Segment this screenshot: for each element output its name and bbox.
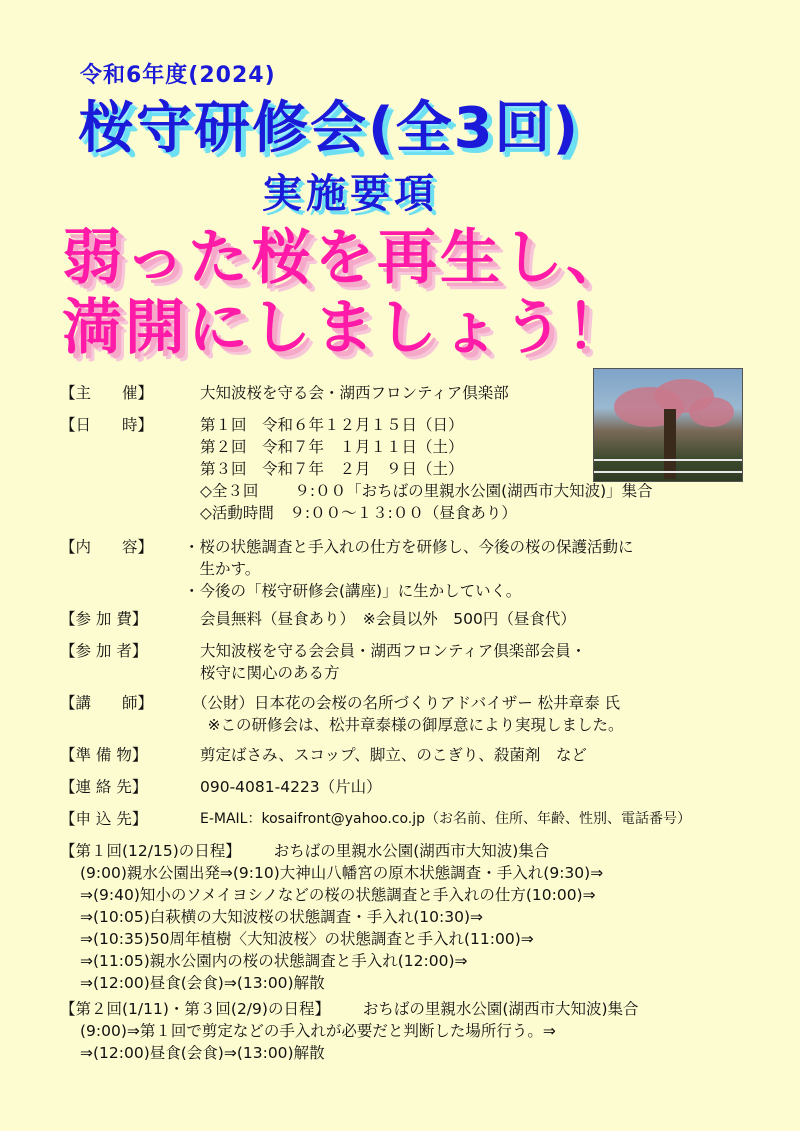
year-label: 令和6年度(2024) (80, 63, 276, 88)
date-line: 第１回 令和６年１２月１５日（日） (200, 416, 464, 434)
schedule-1-line: ⇒(10:05)白萩横の大知波桜の状態調査・手入れ(10:30)⇒ (80, 908, 484, 926)
date-line: ◇全３回 ９:００「おちばの里親水公園(湖西市大知波)」集合 (200, 482, 653, 500)
participants-line: 桜守に関心のある方 (200, 664, 340, 682)
schedule-1 (60, 840, 603, 994)
schedule-2-line: (9:00)⇒第１回で剪定などの手入れが必要だと判断した場所行う。⇒ (80, 1022, 556, 1040)
contact-value: 090-4081-4223（片山） (200, 778, 382, 796)
schedule-1-line: (9:00)親水公園出発⇒(9:10)大神山八幡宮の原木状態調査・手入れ(9:30)⇒ (80, 864, 604, 882)
content-line: ・桜の状態調査と手入れの仕方を研修し、今後の桜の保護活動に (184, 538, 634, 556)
schedule-1-line: ⇒(11:05)親水公園内の桜の状態調査と手入れ(12:00)⇒ (80, 952, 468, 970)
items-label: 【準 備 物】 (60, 746, 148, 764)
schedule-2-place: おちばの里親水公園(湖西市大知波)集合 (362, 1000, 639, 1018)
date-label: 【日 時】 (60, 416, 154, 434)
content-label: 【内 容】 (60, 538, 154, 556)
date-line: 第２回 令和７年 １月１１日（土） (200, 438, 464, 456)
organizer-value: 大知波桜を守る会・湖西フロンティア倶楽部 (200, 384, 509, 402)
slogan-line-2: 満開にしましょう！ (62, 293, 629, 363)
participants-line: 大知波桜を守る会会員・湖西フロンティア倶楽部会員・ (200, 642, 587, 660)
organizer-label: 【主 催】 (60, 384, 154, 402)
content-line: ・今後の「桜守研修会(講座)」に生かしていく。 (184, 582, 522, 600)
schedule-2-heading: 【第２回(1/11)・第３回(2/9)の日程】 (60, 1000, 330, 1018)
apply-label: 【申 込 先】 (60, 810, 148, 828)
fee-label: 【参 加 費】 (60, 610, 148, 628)
page-title: 桜守研修会(全3回) (78, 96, 581, 161)
fee-value: 会員無料（昼食あり） ※会員以外 500円（昼食代） (200, 610, 576, 628)
items-value: 剪定ばさみ、スコップ、脚立、のこぎり、殺菌剤 など (200, 746, 587, 764)
schedule-2 (60, 998, 639, 1064)
slogan-line-1: 弱った桜を再生し、 (62, 223, 629, 293)
schedule-1-line: ⇒(9:40)知小のソメイヨシノなどの桜の状態調査と手入れの仕方(10:00)⇒ (80, 886, 596, 904)
content-line: 生かす。 (184, 560, 261, 578)
lecturer-line: ※この研修会は、松井章泰様の御厚意により実現しました。 (192, 716, 624, 734)
schedule-1-line: ⇒(12:00)昼食(会食)⇒(13:00)解散 (80, 974, 325, 992)
contact-label: 【連 絡 先】 (60, 778, 148, 796)
schedule-1-place: おちばの里親水公園(湖西市大知波)集合 (273, 842, 550, 860)
date-line: 第３回 令和７年 ２月 ９日（土） (200, 460, 464, 478)
schedule-1-heading: 【第１回(12/15)の日程】 (60, 842, 241, 860)
lecturer-label: 【講 師】 (60, 694, 154, 712)
apply-value: E-MAIL：kosaifront@yahoo.co.jp（お名前、住所、年齢、性別、電話番号） (200, 811, 692, 827)
participants-label: 【参 加 者】 (60, 642, 148, 660)
lecturer-line: （公財）日本花の会桜の名所づくりアドバイザー 松井章泰 氏 (192, 694, 621, 712)
date-line: ◇活動時間 ９:００～１３:００（昼食あり） (200, 504, 517, 522)
page-subtitle: 実施要項 (262, 171, 438, 217)
schedule-2-line: ⇒(12:00)昼食(会食)⇒(13:00)解散 (80, 1044, 325, 1062)
schedule-1-line: ⇒(10:35)50周年植樹〈大知波桜〉の状態調査と手入れ(11:00)⇒ (80, 930, 534, 948)
